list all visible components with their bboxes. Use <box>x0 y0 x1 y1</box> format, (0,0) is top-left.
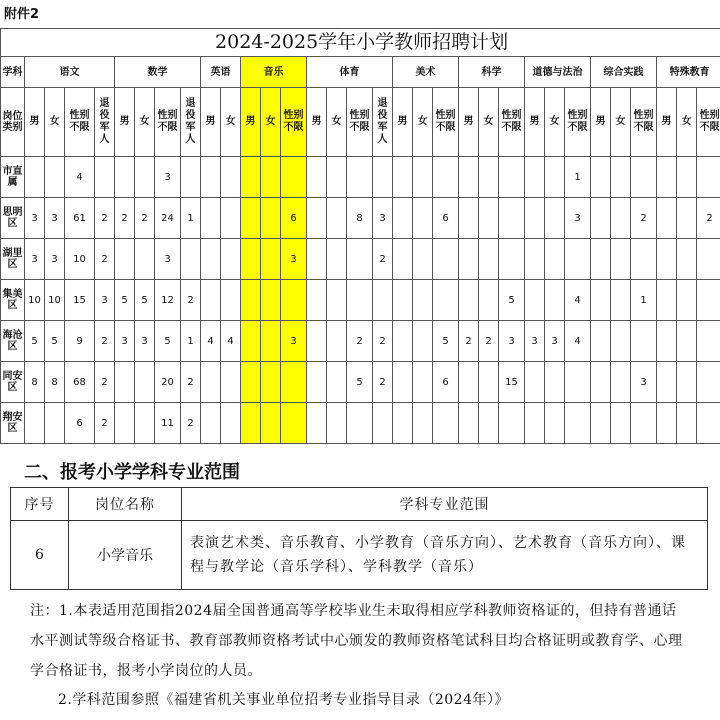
district-name: 海沧区 <box>1 321 25 362</box>
data-cell: 6 <box>281 198 307 239</box>
data-cell: 10 <box>65 239 95 280</box>
data-cell <box>221 239 241 280</box>
data-cell: 3 <box>115 321 135 362</box>
data-cell: 2 <box>115 198 135 239</box>
column-header: 女 <box>135 88 155 157</box>
data-cell <box>261 239 281 280</box>
data-cell: 2 <box>373 362 393 403</box>
subject-header: 特殊教育 <box>657 57 720 88</box>
data-cell <box>241 403 261 444</box>
data-cell <box>657 239 677 280</box>
data-cell <box>591 280 611 321</box>
section-2-title: 二、报考小学学科专业范围 <box>24 462 240 483</box>
data-cell <box>479 239 499 280</box>
data-cell <box>373 280 393 321</box>
data-cell <box>115 157 135 198</box>
data-cell <box>499 157 525 198</box>
data-cell: 15 <box>499 362 525 403</box>
data-cell: 15 <box>65 280 95 321</box>
data-cell: 10 <box>25 280 45 321</box>
data-cell <box>327 198 347 239</box>
data-cell <box>201 362 221 403</box>
data-cell <box>241 198 261 239</box>
data-cell <box>459 403 479 444</box>
column-header: 退役军人 <box>181 88 201 157</box>
data-cell <box>657 280 677 321</box>
data-cell <box>45 157 65 198</box>
data-cell: 3 <box>545 321 565 362</box>
data-cell: 3 <box>45 239 65 280</box>
column-header: 男 <box>657 88 677 157</box>
column-header-row <box>1 88 720 157</box>
data-cell <box>45 403 65 444</box>
column-header: 性别不限 <box>433 88 459 157</box>
data-cell: 2 <box>697 198 720 239</box>
data-cell <box>591 157 611 198</box>
district-name: 湖里区 <box>1 239 25 280</box>
data-cell: 2 <box>95 362 115 403</box>
scope-header-row <box>11 488 708 521</box>
subject-header: 体育 <box>307 57 393 88</box>
data-cell: 5 <box>433 321 459 362</box>
data-cell <box>347 157 373 198</box>
column-header: 男 <box>591 88 611 157</box>
column-header: 性别不限 <box>347 88 373 157</box>
data-cell: 9 <box>65 321 95 362</box>
data-cell <box>677 239 697 280</box>
data-cell <box>241 362 261 403</box>
data-cell <box>25 403 45 444</box>
subject-header: 语文 <box>25 57 115 88</box>
data-cell: 3 <box>281 321 307 362</box>
data-cell <box>433 403 459 444</box>
data-cell <box>677 362 697 403</box>
data-cell <box>697 321 720 362</box>
header-position: 岗位名称 <box>69 488 182 521</box>
data-cell <box>545 403 565 444</box>
column-header: 退役军人 <box>95 88 115 157</box>
data-cell: 4 <box>221 321 241 362</box>
data-cell <box>307 362 327 403</box>
column-header: 性别不限 <box>631 88 657 157</box>
data-cell <box>413 403 433 444</box>
data-cell <box>115 239 135 280</box>
data-cell <box>393 362 413 403</box>
data-cell <box>413 362 433 403</box>
data-cell <box>261 280 281 321</box>
data-cell <box>281 403 307 444</box>
data-cell: 3 <box>281 239 307 280</box>
data-cell <box>631 157 657 198</box>
scope-position: 小学音乐 <box>69 521 182 590</box>
data-cell <box>327 321 347 362</box>
data-cell <box>591 403 611 444</box>
column-header: 男 <box>525 88 545 157</box>
data-cell <box>25 157 45 198</box>
district-name: 同安区 <box>1 362 25 403</box>
data-cell: 10 <box>45 280 65 321</box>
data-cell <box>201 280 221 321</box>
data-cell <box>657 157 677 198</box>
data-cell <box>373 403 393 444</box>
data-cell <box>347 239 373 280</box>
data-cell <box>413 157 433 198</box>
subject-row-label: 学科 <box>1 57 25 88</box>
data-cell: 2 <box>95 198 115 239</box>
data-cell <box>697 157 720 198</box>
position-row-label: 岗位类别 <box>1 88 25 157</box>
data-cell: 3 <box>135 321 155 362</box>
data-cell <box>591 362 611 403</box>
data-cell: 2 <box>181 403 201 444</box>
subject-header: 科学 <box>459 57 525 88</box>
data-cell <box>545 198 565 239</box>
data-cell <box>307 239 327 280</box>
data-cell <box>677 280 697 321</box>
data-cell <box>525 280 545 321</box>
data-cell <box>327 157 347 198</box>
data-cell <box>201 403 221 444</box>
data-cell <box>241 157 261 198</box>
data-cell <box>479 362 499 403</box>
data-cell <box>591 198 611 239</box>
data-cell <box>393 239 413 280</box>
data-cell <box>221 280 241 321</box>
subject-scope-table <box>10 487 708 590</box>
data-cell <box>135 157 155 198</box>
column-header: 男 <box>393 88 413 157</box>
district-name: 思明区 <box>1 198 25 239</box>
data-cell: 2 <box>181 280 201 321</box>
data-cell: 3 <box>155 239 181 280</box>
subject-header: 数学 <box>115 57 201 88</box>
column-header: 女 <box>327 88 347 157</box>
data-cell: 2 <box>181 362 201 403</box>
data-cell <box>591 239 611 280</box>
data-cell: 4 <box>565 321 591 362</box>
column-header: 女 <box>413 88 433 157</box>
district-row <box>1 239 720 280</box>
data-cell <box>611 403 631 444</box>
data-cell <box>677 198 697 239</box>
district-name: 市直属 <box>1 157 25 198</box>
column-header: 男 <box>201 88 221 157</box>
data-cell: 4 <box>565 280 591 321</box>
data-cell: 1 <box>565 157 591 198</box>
data-cell <box>631 403 657 444</box>
column-header: 女 <box>221 88 241 157</box>
data-cell <box>525 157 545 198</box>
data-cell <box>459 280 479 321</box>
data-cell <box>261 403 281 444</box>
data-cell: 5 <box>499 280 525 321</box>
data-cell <box>657 362 677 403</box>
data-cell: 5 <box>347 362 373 403</box>
data-cell: 4 <box>65 157 95 198</box>
data-cell: 4 <box>201 321 221 362</box>
data-cell <box>459 198 479 239</box>
data-cell <box>611 157 631 198</box>
data-cell: 8 <box>347 198 373 239</box>
data-cell <box>201 198 221 239</box>
column-header: 女 <box>261 88 281 157</box>
table-title: 2024-2025学年小学教师招聘计划 <box>1 29 720 57</box>
data-cell: 3 <box>25 198 45 239</box>
data-cell <box>459 239 479 280</box>
data-cell: 2 <box>95 403 115 444</box>
data-cell <box>565 403 591 444</box>
district-name: 集美区 <box>1 280 25 321</box>
column-header: 退役军人 <box>373 88 393 157</box>
data-cell <box>413 321 433 362</box>
data-cell <box>241 321 261 362</box>
data-cell <box>479 157 499 198</box>
data-cell: 5 <box>135 280 155 321</box>
column-header: 女 <box>479 88 499 157</box>
data-cell: 3 <box>25 239 45 280</box>
data-cell <box>479 280 499 321</box>
data-cell: 1 <box>631 280 657 321</box>
district-row <box>1 157 720 198</box>
column-header: 性别不限 <box>697 88 720 157</box>
data-cell <box>95 157 115 198</box>
data-cell <box>565 239 591 280</box>
data-cell <box>611 280 631 321</box>
data-cell <box>307 403 327 444</box>
data-cell <box>307 280 327 321</box>
data-cell <box>135 362 155 403</box>
data-cell <box>135 239 155 280</box>
header-range: 学科专业范围 <box>182 488 708 521</box>
data-cell: 3 <box>155 157 181 198</box>
data-cell <box>281 157 307 198</box>
data-cell: 2 <box>373 321 393 362</box>
subject-header: 综合实践 <box>591 57 657 88</box>
data-cell: 2 <box>347 321 373 362</box>
data-cell <box>307 198 327 239</box>
data-cell <box>525 362 545 403</box>
data-cell <box>181 239 201 280</box>
data-cell: 24 <box>155 198 181 239</box>
data-cell <box>657 198 677 239</box>
data-cell <box>611 198 631 239</box>
data-cell <box>433 280 459 321</box>
data-cell <box>221 157 241 198</box>
data-cell <box>281 362 307 403</box>
data-cell <box>677 403 697 444</box>
data-cell <box>545 280 565 321</box>
data-cell <box>631 321 657 362</box>
data-cell: 68 <box>65 362 95 403</box>
district-row <box>1 403 720 444</box>
data-cell <box>413 280 433 321</box>
data-cell <box>261 321 281 362</box>
data-cell: 2 <box>373 239 393 280</box>
column-header: 女 <box>611 88 631 157</box>
district-row <box>1 321 720 362</box>
column-header: 男 <box>307 88 327 157</box>
data-cell <box>241 280 261 321</box>
data-cell: 5 <box>25 321 45 362</box>
data-cell <box>135 403 155 444</box>
data-cell <box>307 321 327 362</box>
column-header: 女 <box>545 88 565 157</box>
data-cell <box>327 280 347 321</box>
data-cell: 3 <box>499 321 525 362</box>
data-cell <box>525 239 545 280</box>
data-cell: 6 <box>65 403 95 444</box>
subject-header: 道德与法治 <box>525 57 591 88</box>
column-header: 男 <box>25 88 45 157</box>
data-cell: 2 <box>95 239 115 280</box>
data-cell <box>611 362 631 403</box>
column-header: 性别不限 <box>565 88 591 157</box>
data-cell: 3 <box>565 198 591 239</box>
subject-header: 英语 <box>201 57 241 88</box>
data-cell: 5 <box>155 321 181 362</box>
data-cell <box>221 362 241 403</box>
data-cell <box>201 157 221 198</box>
data-cell <box>393 198 413 239</box>
data-cell <box>459 362 479 403</box>
subject-row <box>1 57 720 88</box>
data-cell <box>221 403 241 444</box>
header-seq: 序号 <box>11 488 69 521</box>
district-row <box>1 280 720 321</box>
data-cell <box>677 321 697 362</box>
data-cell <box>393 403 413 444</box>
district-row <box>1 198 720 239</box>
subject-header: 美术 <box>393 57 459 88</box>
column-header: 性别不限 <box>499 88 525 157</box>
data-cell: 61 <box>65 198 95 239</box>
data-cell: 2 <box>479 321 499 362</box>
data-cell <box>261 157 281 198</box>
data-cell <box>657 403 677 444</box>
data-cell: 20 <box>155 362 181 403</box>
data-cell <box>393 321 413 362</box>
column-header: 性别不限 <box>65 88 95 157</box>
data-cell <box>281 280 307 321</box>
data-cell <box>499 198 525 239</box>
data-cell <box>433 239 459 280</box>
data-cell <box>479 403 499 444</box>
attachment-label: 附件2 <box>4 7 40 22</box>
column-header: 性别不限 <box>155 88 181 157</box>
data-cell <box>697 239 720 280</box>
data-cell <box>631 239 657 280</box>
data-cell: 6 <box>433 362 459 403</box>
data-cell <box>327 403 347 444</box>
data-cell <box>565 362 591 403</box>
data-cell <box>697 403 720 444</box>
data-cell <box>327 362 347 403</box>
data-cell: 6 <box>433 198 459 239</box>
column-header: 男 <box>459 88 479 157</box>
recruitment-plan-table <box>0 28 720 444</box>
data-cell <box>201 239 221 280</box>
data-cell <box>657 321 677 362</box>
data-cell <box>241 239 261 280</box>
district-name: 翔安区 <box>1 403 25 444</box>
data-cell <box>347 403 373 444</box>
data-cell: 3 <box>45 198 65 239</box>
data-cell <box>327 239 347 280</box>
data-cell <box>479 198 499 239</box>
scope-seq: 6 <box>11 521 69 590</box>
column-header: 女 <box>45 88 65 157</box>
data-cell: 2 <box>459 321 479 362</box>
column-header: 性别不限 <box>281 88 307 157</box>
data-cell: 8 <box>45 362 65 403</box>
data-cell: 5 <box>45 321 65 362</box>
data-cell <box>525 403 545 444</box>
data-cell <box>611 321 631 362</box>
data-cell <box>347 280 373 321</box>
data-cell <box>115 403 135 444</box>
column-header: 女 <box>677 88 697 157</box>
data-cell <box>459 157 479 198</box>
data-cell: 2 <box>631 198 657 239</box>
data-cell <box>499 403 525 444</box>
data-cell <box>115 362 135 403</box>
data-cell: 3 <box>525 321 545 362</box>
data-cell <box>525 198 545 239</box>
data-cell <box>545 362 565 403</box>
data-cell <box>545 157 565 198</box>
data-cell: 2 <box>135 198 155 239</box>
data-cell: 1 <box>181 321 201 362</box>
data-cell: 1 <box>181 198 201 239</box>
data-cell <box>181 157 201 198</box>
data-cell <box>393 280 413 321</box>
data-cell <box>611 239 631 280</box>
data-cell <box>413 198 433 239</box>
data-cell <box>499 239 525 280</box>
data-cell <box>677 157 697 198</box>
data-cell: 3 <box>95 280 115 321</box>
data-cell <box>697 362 720 403</box>
data-cell <box>393 157 413 198</box>
subject-header: 音乐 <box>241 57 307 88</box>
data-cell <box>221 198 241 239</box>
column-header: 男 <box>241 88 261 157</box>
data-cell <box>373 157 393 198</box>
data-cell <box>261 362 281 403</box>
data-cell: 3 <box>373 198 393 239</box>
scope-range: 表演艺术类、音乐教育、小学教育（音乐方向）、艺术教育（音乐方向）、课程与教学论（音乐学科）、学科教学（音乐） <box>182 521 708 590</box>
data-cell: 3 <box>631 362 657 403</box>
column-header: 男 <box>115 88 135 157</box>
data-cell <box>261 198 281 239</box>
data-cell: 12 <box>155 280 181 321</box>
data-cell <box>413 239 433 280</box>
data-cell <box>307 157 327 198</box>
note-1: 注：1.本表适用范围指2024届全国普通高等学校毕业生未取得相应学科教师资格证的，但持有普通话水平测试等级合格证书、教育部教师资格考试中心颁发的教师资格笔试科目均合格证明或教育学、心理学合格证书，报考小学岗位的人员。 <box>30 603 683 679</box>
data-cell <box>591 321 611 362</box>
data-cell <box>433 157 459 198</box>
data-cell: 11 <box>155 403 181 444</box>
data-cell <box>545 239 565 280</box>
data-cell <box>697 280 720 321</box>
note-2: 2.学科范围参照《福建省机关事业单位招考专业指导目录（2024年）》 <box>58 692 509 708</box>
district-row <box>1 362 720 403</box>
scope-row <box>11 521 708 590</box>
data-cell: 5 <box>115 280 135 321</box>
data-cell: 2 <box>95 321 115 362</box>
data-cell: 8 <box>25 362 45 403</box>
